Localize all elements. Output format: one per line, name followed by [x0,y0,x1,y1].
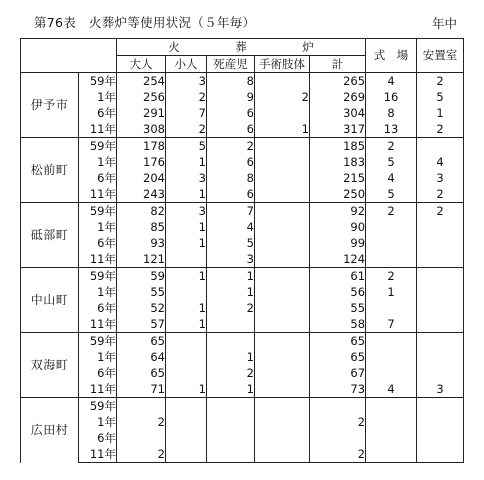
ceremony-cell: 13 [366,121,417,138]
adult-cell: 65 [117,333,166,350]
adult-cell: 178 [117,138,166,155]
child-cell [166,284,207,300]
child-cell [166,349,207,365]
mortuary-cell [417,349,464,365]
adult-cell: 52 [117,300,166,316]
child-cell [166,398,207,415]
year-cell: 1年 [79,219,117,235]
surgical-cell [255,203,310,220]
year-cell: 6年 [79,170,117,186]
total-cell: 124 [310,251,366,268]
year-cell: 59年 [79,333,117,350]
child-cell: 1 [166,154,207,170]
mortuary-cell: 3 [417,381,464,398]
surgical-cell [255,138,310,155]
ceremony-cell: 2 [366,268,417,285]
total-cell [310,430,366,446]
stillborn-cell [207,398,255,415]
mortuary-cell: 3 [417,170,464,186]
town-name: 砥部町 [21,203,79,268]
stillborn-cell: 2 [207,300,255,316]
year-cell: 6年 [79,365,117,381]
table-row [21,89,464,105]
mortuary-cell: 2 [417,186,464,203]
child-cell [166,414,207,430]
adult-cell: 59 [117,268,166,285]
ceremony-cell [366,235,417,251]
stillborn-cell: 1 [207,381,255,398]
surgical-cell [255,219,310,235]
total-cell: 65 [310,349,366,365]
table-title: 第76表 火葬炉等使用状況（５年毎） [34,15,256,30]
surgical-cell [255,186,310,203]
stillborn-cell: 2 [207,365,255,381]
mortuary-cell: 2 [417,203,464,220]
ceremony-cell: 8 [366,105,417,121]
surgical-cell [255,430,310,446]
stillborn-cell [207,316,255,333]
surgical-cell [255,154,310,170]
year-cell: 11年 [79,316,117,333]
adult-cell: 82 [117,203,166,220]
ceremony-cell: 2 [366,138,417,155]
stillborn-cell: 1 [207,268,255,285]
table-row [21,365,464,381]
mortuary-cell: 5 [417,89,464,105]
year-cell: 59年 [79,73,117,90]
ceremony-cell [366,398,417,415]
header-adult: 大人 [117,56,166,73]
stillborn-cell [207,414,255,430]
total-cell: 317 [310,121,366,138]
surgical-cell [255,235,310,251]
child-cell: 1 [166,316,207,333]
mortuary-cell [417,398,464,415]
year-cell: 6年 [79,105,117,121]
child-cell: 1 [166,268,207,285]
stillborn-cell: 6 [207,186,255,203]
stillborn-cell: 9 [207,89,255,105]
stillborn-cell [207,333,255,350]
table-row [21,105,464,121]
child-cell: 1 [166,186,207,203]
total-cell [310,398,366,415]
ceremony-cell [366,446,417,463]
child-cell: 1 [166,381,207,398]
stillborn-cell: 2 [207,138,255,155]
adult-cell: 85 [117,219,166,235]
year-cell: 59年 [79,268,117,285]
total-cell: 61 [310,268,366,285]
total-cell: 55 [310,300,366,316]
year-cell: 11年 [79,446,117,463]
total-cell: 99 [310,235,366,251]
adult-cell [117,430,166,446]
mortuary-cell [417,430,464,446]
stillborn-cell: 6 [207,121,255,138]
ceremony-cell: 5 [366,186,417,203]
stillborn-cell: 6 [207,154,255,170]
table-row [21,219,464,235]
adult-cell: 291 [117,105,166,121]
ceremony-cell: 1 [366,284,417,300]
unit-label: 年中 [432,16,458,31]
child-cell: 2 [166,121,207,138]
ceremony-cell: 5 [366,154,417,170]
mortuary-cell [417,300,464,316]
ceremony-cell: 4 [366,381,417,398]
total-cell: 304 [310,105,366,121]
ceremony-cell [366,365,417,381]
stillborn-cell: 4 [207,219,255,235]
adult-cell: 254 [117,73,166,90]
surgical-cell: 2 [255,89,310,105]
mortuary-cell: 4 [417,154,464,170]
ceremony-cell [366,349,417,365]
total-cell: 58 [310,316,366,333]
town-name: 中山町 [21,268,79,333]
stillborn-cell [207,430,255,446]
total-cell: 269 [310,89,366,105]
surgical-cell [255,73,310,90]
stillborn-cell: 3 [207,251,255,268]
mortuary-cell [417,316,464,333]
total-cell: 183 [310,154,366,170]
surgical-cell [255,170,310,186]
header-surgical: 手術肢体 [255,56,310,73]
cremation-usage-table [20,38,464,463]
adult-cell [117,398,166,415]
total-cell: 67 [310,365,366,381]
surgical-cell: 1 [255,121,310,138]
table-row [21,414,464,430]
table-row [21,349,464,365]
year-cell: 59年 [79,398,117,415]
table-row [21,446,464,463]
stillborn-cell: 5 [207,235,255,251]
surgical-cell [255,316,310,333]
header-child: 小人 [166,56,207,73]
surgical-cell [255,333,310,350]
adult-cell: 57 [117,316,166,333]
header-stillborn: 死産児 [207,56,255,73]
surgical-cell [255,251,310,268]
ceremony-cell: 4 [366,170,417,186]
surgical-cell [255,300,310,316]
table-row [21,138,464,155]
ceremony-cell: 16 [366,89,417,105]
child-cell: 3 [166,170,207,186]
child-cell [166,365,207,381]
child-cell: 1 [166,235,207,251]
ceremony-cell [366,333,417,350]
child-cell: 1 [166,219,207,235]
ceremony-cell [366,219,417,235]
corner-cell [21,39,117,73]
surgical-cell [255,414,310,430]
mortuary-cell [417,365,464,381]
year-cell: 11年 [79,121,117,138]
year-cell: 11年 [79,251,117,268]
town-name: 双海町 [21,333,79,398]
child-cell [166,333,207,350]
stillborn-cell: 6 [207,105,255,121]
surgical-cell [255,446,310,463]
town-name: 伊予市 [21,73,79,138]
child-cell [166,251,207,268]
adult-cell: 65 [117,365,166,381]
total-cell: 215 [310,170,366,186]
stillborn-cell: 1 [207,349,255,365]
adult-cell: 176 [117,154,166,170]
table-row [21,170,464,186]
header-mortuary: 安置室 [417,39,464,73]
table-row [21,284,464,300]
surgical-cell [255,349,310,365]
ceremony-cell: 4 [366,73,417,90]
year-cell: 6年 [79,300,117,316]
year-cell: 6年 [79,235,117,251]
table-row [21,121,464,138]
adult-cell: 93 [117,235,166,251]
ceremony-cell [366,414,417,430]
mortuary-cell [417,251,464,268]
child-cell: 2 [166,89,207,105]
ceremony-cell [366,300,417,316]
table-row [21,300,464,316]
town-name: 松前町 [21,138,79,203]
surgical-cell [255,381,310,398]
adult-cell: 64 [117,349,166,365]
total-cell: 65 [310,333,366,350]
year-cell: 1年 [79,349,117,365]
table-row [21,154,464,170]
town-name: 広田村 [21,398,79,463]
ceremony-cell: 2 [366,203,417,220]
total-cell: 56 [310,284,366,300]
table-row [21,73,464,90]
year-cell: 59年 [79,203,117,220]
stillborn-cell [207,446,255,463]
surgical-cell [255,284,310,300]
child-cell: 5 [166,138,207,155]
ceremony-cell [366,251,417,268]
table-row [21,186,464,203]
header-ceremony: 式 場 [366,39,417,73]
adult-cell: 308 [117,121,166,138]
mortuary-cell [417,138,464,155]
total-cell: 185 [310,138,366,155]
surgical-cell [255,105,310,121]
table-row [21,268,464,285]
total-cell: 92 [310,203,366,220]
adult-cell: 256 [117,89,166,105]
year-cell: 1年 [79,154,117,170]
year-cell: 1年 [79,89,117,105]
total-cell: 2 [310,446,366,463]
header-group-furnace: 火 葬 炉 [117,39,366,56]
stillborn-cell: 7 [207,203,255,220]
surgical-cell [255,365,310,381]
year-cell: 6年 [79,430,117,446]
table-row [21,235,464,251]
stillborn-cell: 8 [207,73,255,90]
year-cell: 1年 [79,414,117,430]
child-cell: 3 [166,203,207,220]
table-row [21,203,464,220]
total-cell: 73 [310,381,366,398]
total-cell: 250 [310,186,366,203]
mortuary-cell [417,414,464,430]
mortuary-cell [417,284,464,300]
mortuary-cell [417,268,464,285]
child-cell: 3 [166,73,207,90]
ceremony-cell: 7 [366,316,417,333]
adult-cell: 2 [117,414,166,430]
total-cell: 2 [310,414,366,430]
mortuary-cell [417,446,464,463]
surgical-cell [255,398,310,415]
total-cell: 265 [310,73,366,90]
year-cell: 1年 [79,284,117,300]
adult-cell: 121 [117,251,166,268]
table-body [21,73,464,463]
ceremony-cell [366,430,417,446]
mortuary-cell [417,235,464,251]
stillborn-cell: 1 [207,284,255,300]
mortuary-cell [417,219,464,235]
mortuary-cell: 1 [417,105,464,121]
adult-cell: 55 [117,284,166,300]
table-row [21,398,464,415]
child-cell [166,446,207,463]
child-cell: 1 [166,300,207,316]
mortuary-cell: 2 [417,121,464,138]
mortuary-cell: 2 [417,73,464,90]
header-total: 計 [310,56,366,73]
table-row [21,333,464,350]
total-cell: 90 [310,219,366,235]
table-row [21,381,464,398]
adult-cell: 204 [117,170,166,186]
mortuary-cell [417,333,464,350]
year-cell: 59年 [79,138,117,155]
table-row [21,251,464,268]
adult-cell: 243 [117,186,166,203]
table-row [21,430,464,446]
adult-cell: 2 [117,446,166,463]
child-cell: 7 [166,105,207,121]
table-row [21,316,464,333]
stillborn-cell: 8 [207,170,255,186]
year-cell: 11年 [79,186,117,203]
child-cell [166,430,207,446]
surgical-cell [255,268,310,285]
year-cell: 11年 [79,381,117,398]
header-row-1 [21,39,464,56]
adult-cell: 71 [117,381,166,398]
